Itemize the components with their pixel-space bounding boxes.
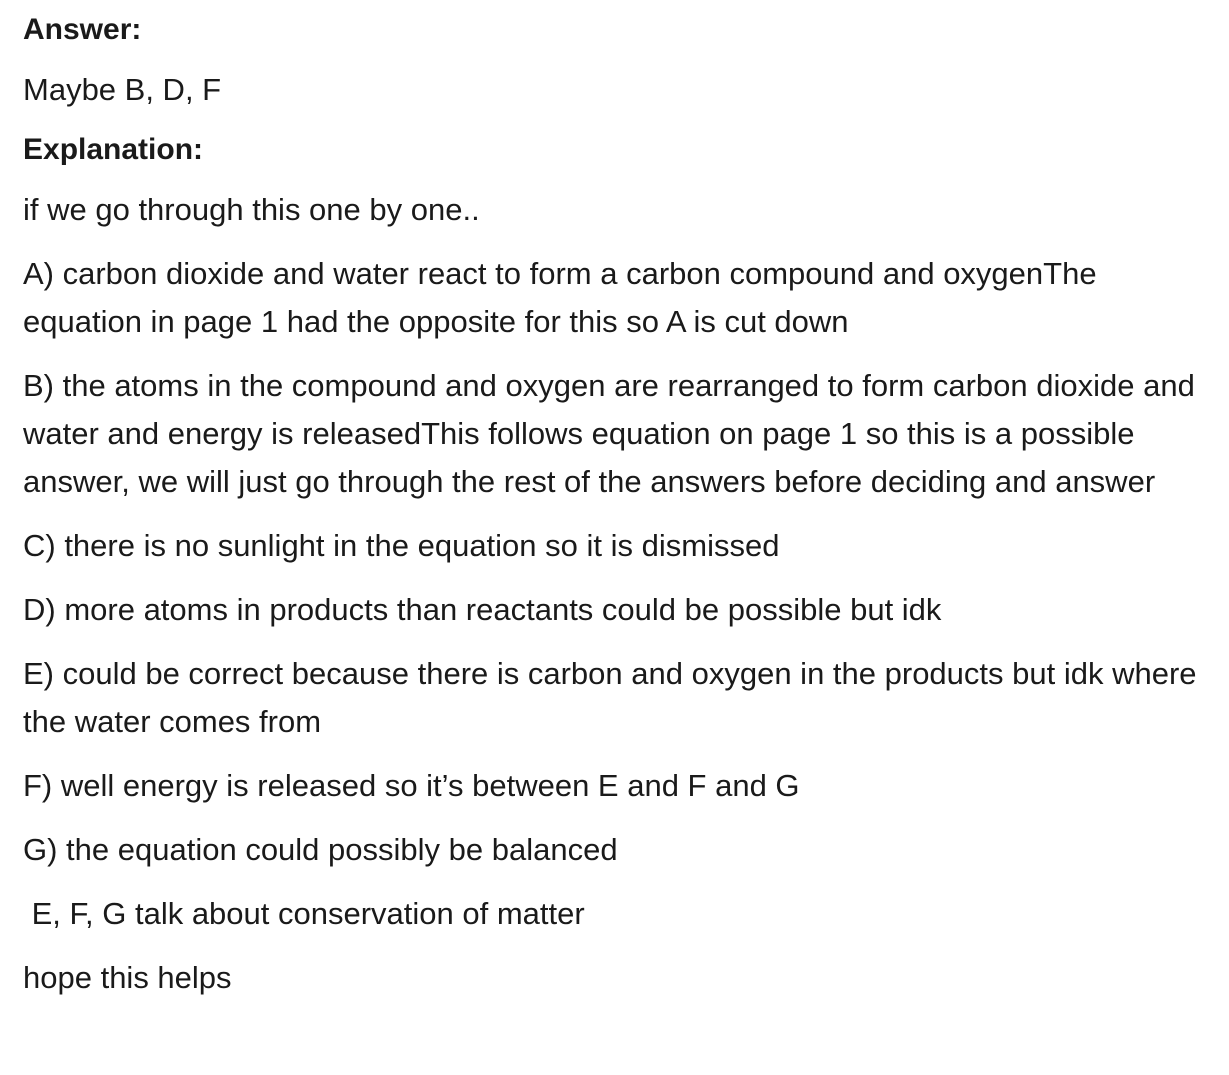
answer-text: Maybe B, D, F <box>23 72 222 107</box>
paragraph-option-a: A) carbon dioxide and water react to form a carbon compound and oxygenThe equation in page 1 had the opposite for this so A is cut down <box>23 256 1097 339</box>
answer-heading: Answer: <box>23 13 142 46</box>
paragraph-option-b: B) the atoms in the compound and oxygen are rearranged to form carbon dioxide and water and energy is releasedThis follows equation on page 1 so this is a possible answer, we will just go through the rest of the answers before deciding and answer <box>23 368 1195 499</box>
paragraph-option-f: F) well energy is released so it’s between E and F and G <box>23 768 800 803</box>
paragraph-option-g: G) the equation could possibly be balanced <box>23 832 618 867</box>
paragraph-closing: hope this helps <box>23 960 232 995</box>
paragraph-option-e: E) could be correct because there is carbon and oxygen in the products but idk where the water comes from <box>23 656 1197 739</box>
paragraph-option-d: D) more atoms in products than reactants could be possible but idk <box>23 592 942 627</box>
explanation-heading: Explanation: <box>23 133 204 166</box>
paragraph-option-c: C) there is no sunlight in the equation so it is dismissed <box>23 528 780 563</box>
paragraph-intro: if we go through this one by one.. <box>23 192 480 227</box>
paragraph-summary: E, F, G talk about conservation of matter <box>23 896 585 931</box>
